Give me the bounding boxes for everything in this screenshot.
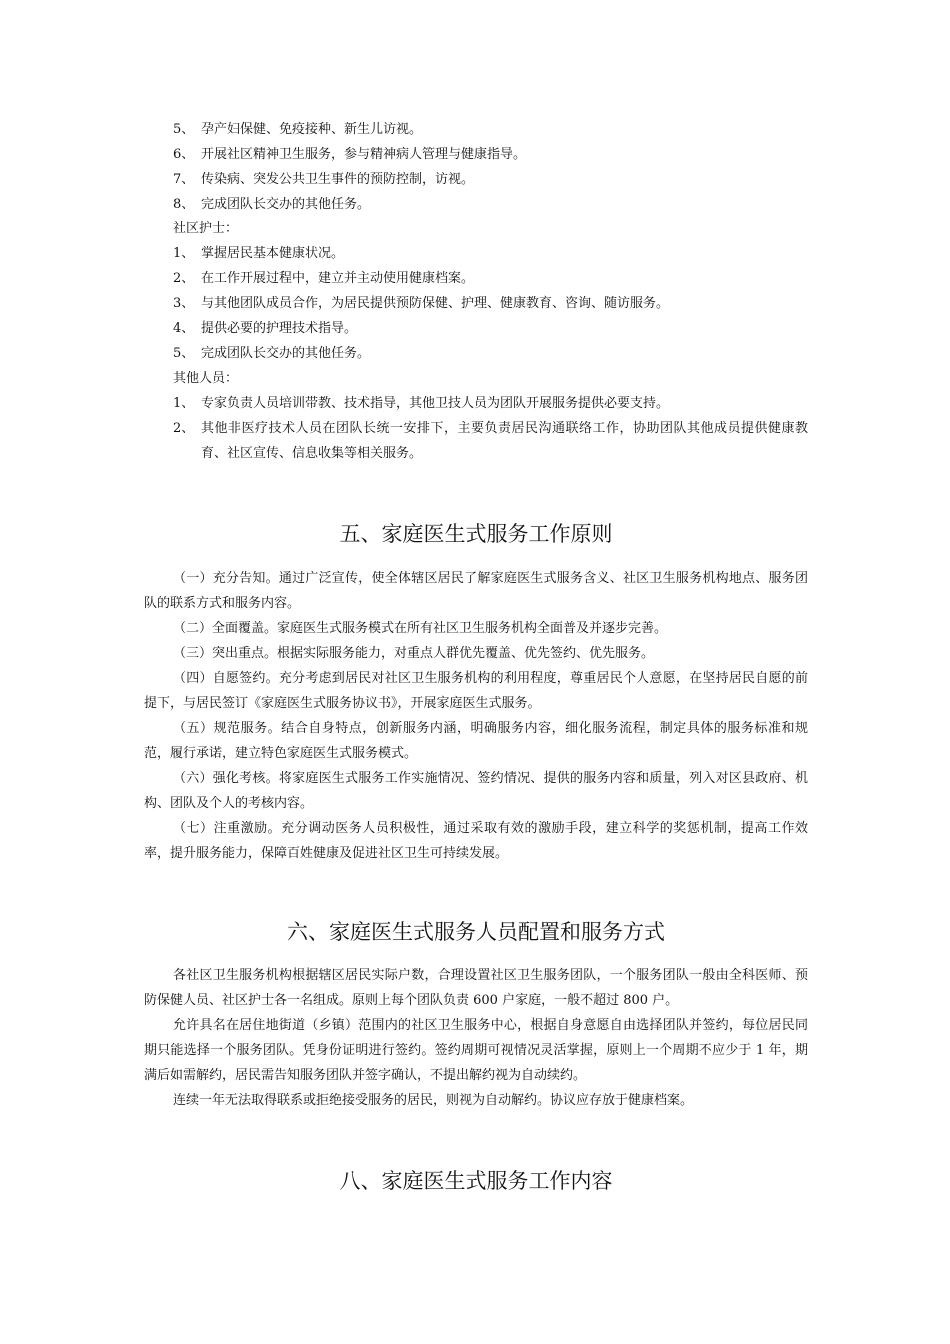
paragraph: （七）注重激励。充分调动医务人员积极性，通过采取有效的激励手段，建立科学的奖惩机制，提高工作效率，提升服务能力，保障百姓健康及促进社区卫生可持续发展。 <box>144 821 808 861</box>
paragraph: （一）充分告知。通过广泛宣传，使全体辖区居民了解家庭医生式服务含义、社区卫生服务机构地点、服务团队的联系方式和服务内容。 <box>144 571 808 611</box>
paragraph: （三）突出重点。根据实际服务能力，对重点人群优先覆盖、优先签约、优先服务。 <box>173 646 655 661</box>
list-item-text: 掌握居民基本健康状况。 <box>201 246 345 261</box>
list-item-number: 4、 <box>173 321 195 336</box>
list-item-number: 1、 <box>173 246 195 261</box>
list-item-number: 1、 <box>173 396 195 411</box>
label-text: 社区护士： <box>173 221 239 236</box>
paragraph: （六）强化考核。将家庭医生式服务工作实施情况、签约情况、提供的服务内容和质量，列入对区县政府、机构、团队及个人的考核内容。 <box>144 771 808 811</box>
list-item-text: 完成团队长交办的其他任务。 <box>201 197 371 212</box>
list-item-number: 2、 <box>173 271 195 286</box>
list-item-text: 开展社区精神卫生服务，参与精神病人管理与健康指导。 <box>201 147 527 162</box>
list-item-text: 传染病、突发公共卫生事件的预防控制，访视。 <box>201 172 475 187</box>
list-item-number: 3、 <box>173 296 195 311</box>
list-item-text: 专家负责人员培训带教、技术指导，其他卫技人员为团队开展服务提供必要支持。 <box>201 396 670 411</box>
section-heading: 六、家庭医生式服务人员配置和服务方式 <box>287 920 665 944</box>
list-item-text-wrapped: 其他非医疗技术人员在团队长统一安排下，主要负责居民沟通联络工作，协助团队其他成员提供健康教育、社区宣传、信息收集等相关服务。 <box>201 421 808 461</box>
section-heading: 八、家庭医生式服务工作内容 <box>339 1169 613 1193</box>
list-item-number: 2、 <box>173 421 195 436</box>
list-item-text: 与其他团队成员合作，为居民提供预防保健、护理、健康教育、咨询、随访服务。 <box>201 296 670 311</box>
paragraph: 连续一年无法取得联系或拒绝接受服务的居民，则视为自动解约。协议应存放于健康档案。 <box>173 1093 694 1108</box>
section-heading: 五、家庭医生式服务工作原则 <box>339 522 613 546</box>
list-item-text: 在工作开展过程中，建立并主动使用健康档案。 <box>201 271 475 286</box>
list-item-number: 6、 <box>173 147 195 162</box>
paragraph: 允许具名在居住地街道（乡镇）范围内的社区卫生服务中心，根据自身意愿自由选择团队并签约，每位居民同期只能选择一个服务团队。凭身份证明进行签约。签约周期可视情况灵活掌握，原则上一个周期不应少于 1 年，期满后如需解约，居民需告知服务团队并签字确认，不提出解约视为自动续约。 <box>144 1018 808 1083</box>
list-item-number: 5、 <box>173 122 195 137</box>
list-item-text: 完成团队长交办的其他任务。 <box>201 346 371 361</box>
paragraph: （二）全面覆盖。家庭医生式服务模式在所有社区卫生服务机构全面普及并逐步完善。 <box>173 621 668 636</box>
list-item-text: 提供必要的护理技术指导。 <box>201 321 358 336</box>
list-item-number: 8、 <box>173 197 195 212</box>
list-item-text: 孕产妇保健、免疫接种、新生儿访视。 <box>201 122 423 137</box>
list-item-number: 7、 <box>173 172 195 187</box>
list-item-number: 5、 <box>173 346 195 361</box>
paragraph: （五）规范服务。结合自身特点，创新服务内涵，明确服务内容，细化服务流程，制定具体的服务标准和规范，履行承诺，建立特色家庭医生式服务模式。 <box>144 721 808 761</box>
paragraph: （四）自愿签约。充分考虑到居民对社区卫生服务机构的利用程度，尊重居民个人意愿，在坚持居民自愿的前提下，与居民签订《家庭医生式服务协议书》，开展家庭医生式服务。 <box>144 671 808 711</box>
paragraph: 各社区卫生服务机构根据辖区居民实际户数，合理设置社区卫生服务团队，一个服务团队一般由全科医师、预防保健人员、社区护士各一名组成。原则上每个团队负责 600 户家庭，一般不超过 800 户。 <box>144 968 808 1008</box>
label-text: 其他人员： <box>173 371 239 386</box>
